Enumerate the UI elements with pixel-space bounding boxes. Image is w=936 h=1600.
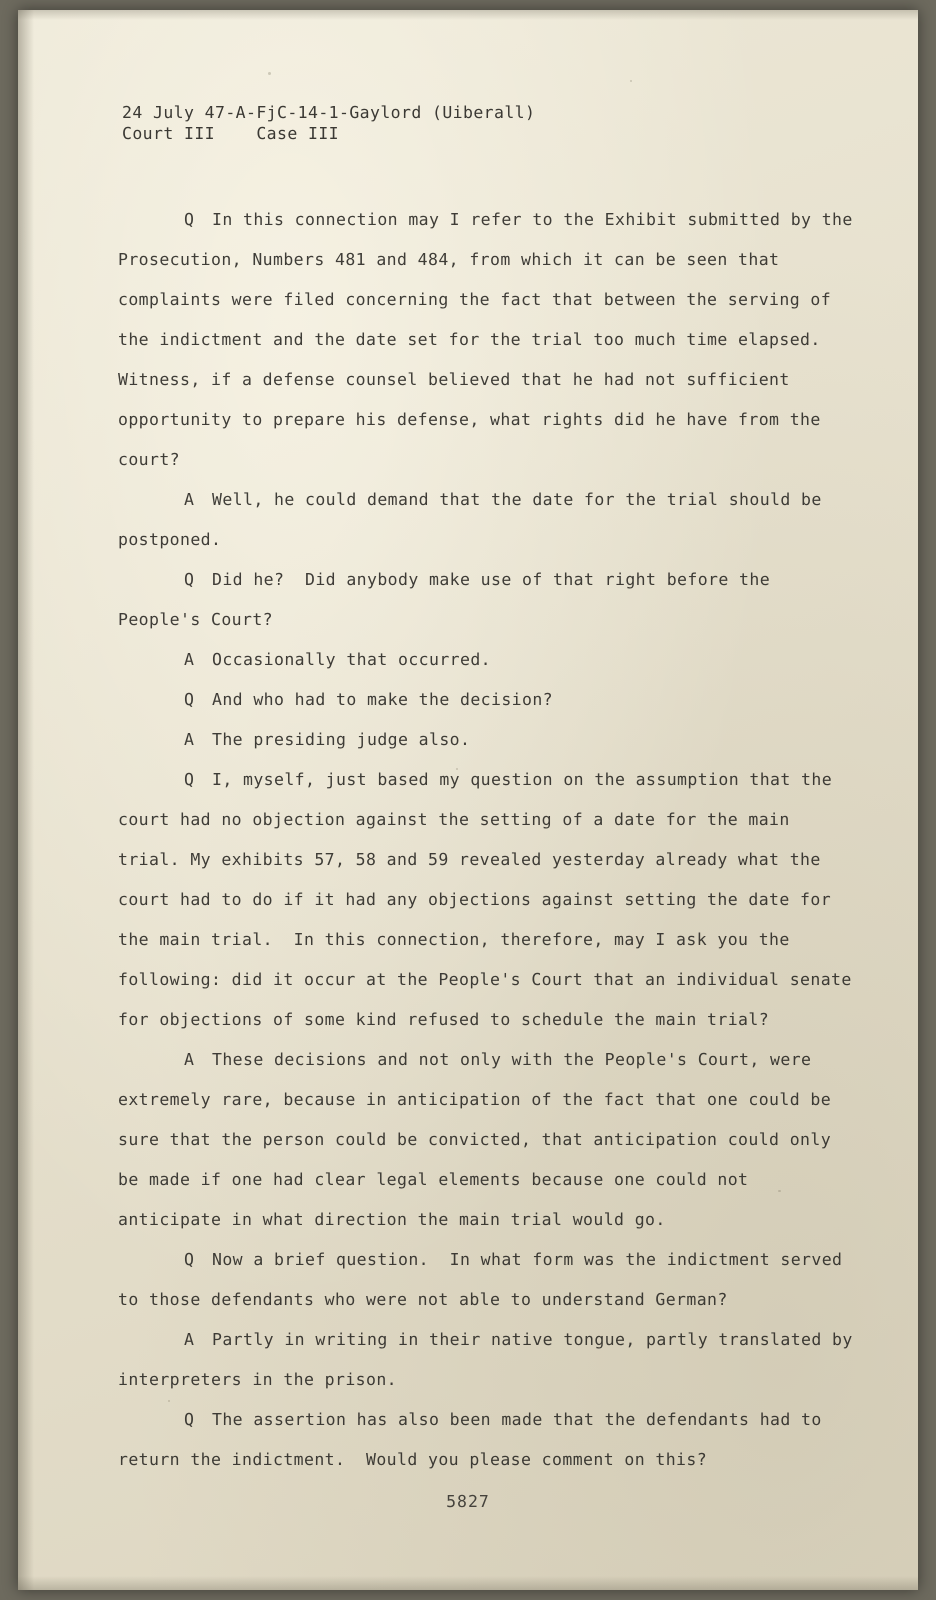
speaker-label: A <box>184 730 195 749</box>
paragraph-text: And who had to make the decision? <box>212 690 554 709</box>
paragraph-text: Now a brief question. In what form was the indictment served to those defendants who were not able to understand German? <box>118 1250 853 1309</box>
speaker-label: A <box>184 490 195 509</box>
paragraph-text: Well, he could demand that the date for the trial should be postponed. <box>118 490 833 549</box>
speaker-label: A <box>184 1050 195 1069</box>
transcript-paragraph <box>118 760 863 1040</box>
document-header <box>122 102 535 144</box>
paragraph-text: I, myself, just based my question on the assumption that the court had no objection against the setting of a date for the main trial. My exhibits 57, 58 and 59 revealed yesterday already what the court had to do if it had any objections against setting the date for the main trial. In this connection, therefore, may I ask you the following: did it occur at the People's Court that an individual senate for objections of some kind refused to schedule the main trial? <box>118 770 863 1029</box>
speaker-label: Q <box>184 1410 195 1429</box>
transcript-paragraph <box>118 720 858 760</box>
paper-speck <box>630 80 632 82</box>
page-edge-shadow-bottom <box>18 1576 918 1590</box>
paragraph-text: The presiding judge also. <box>212 730 471 749</box>
transcript-paragraph <box>118 1320 864 1400</box>
speaker-label: Q <box>184 570 195 589</box>
transcript-paragraph <box>118 560 858 640</box>
speaker-label: A <box>184 650 195 669</box>
speaker-label: A <box>184 1330 195 1349</box>
paragraph-text: Did he? Did anybody make use of that right before the People's Court? <box>118 570 781 629</box>
document-page <box>18 10 918 1590</box>
transcript-paragraph <box>118 480 858 560</box>
transcript-paragraph <box>118 200 864 480</box>
paragraph-text: In this connection may I refer to the Exhibit submitted by the Prosecution, Numbers 481 and 484, from which it can be seen that complaints were filed concerning the fact that between the serving of the indictment and the date set for the trial too much time elapsed. Witness, if a defense counsel believed that he had not sufficient opportunity to prepare his defense, what rights did he have from the court? <box>118 210 864 469</box>
transcript-paragraph <box>118 1400 858 1480</box>
paragraph-text: These decisions and not only with the People's Court, were extremely rare, because in anticipation of the fact that one could be sure that the person could be convicted, that anticipation could only be made if one had clear legal elements because one could not anticipate in what direction the main trial would go. <box>118 1050 842 1229</box>
paragraph-text: Partly in writing in their native tongue, partly translated by interpreters in the prison. <box>118 1330 864 1389</box>
transcript-paragraph <box>118 640 858 680</box>
page-edge-shadow-top <box>18 10 918 20</box>
speaker-label: Q <box>184 1250 195 1269</box>
speaker-label: Q <box>184 210 195 229</box>
paper-speck <box>268 72 271 75</box>
paragraph-text: The assertion has also been made that the defendants had to return the indictment. Would you please comment on this? <box>118 1410 833 1469</box>
transcript-body <box>118 200 864 1480</box>
transcript-paragraph <box>118 680 858 720</box>
transcript-paragraph <box>118 1040 858 1240</box>
speaker-label: Q <box>184 690 195 709</box>
page-number: 5827 <box>446 1492 490 1511</box>
paragraph-text: Occasionally that occurred. <box>212 650 492 669</box>
header-line-caption: 24 July 47-A-FjC-14-1-Gaylord (Uiberall) <box>122 103 536 122</box>
header-line-court-case: Court III Case III <box>122 124 340 143</box>
page-edge-shadow-left <box>18 10 34 1590</box>
speaker-label: Q <box>184 770 195 789</box>
transcript-paragraph <box>118 1240 858 1320</box>
